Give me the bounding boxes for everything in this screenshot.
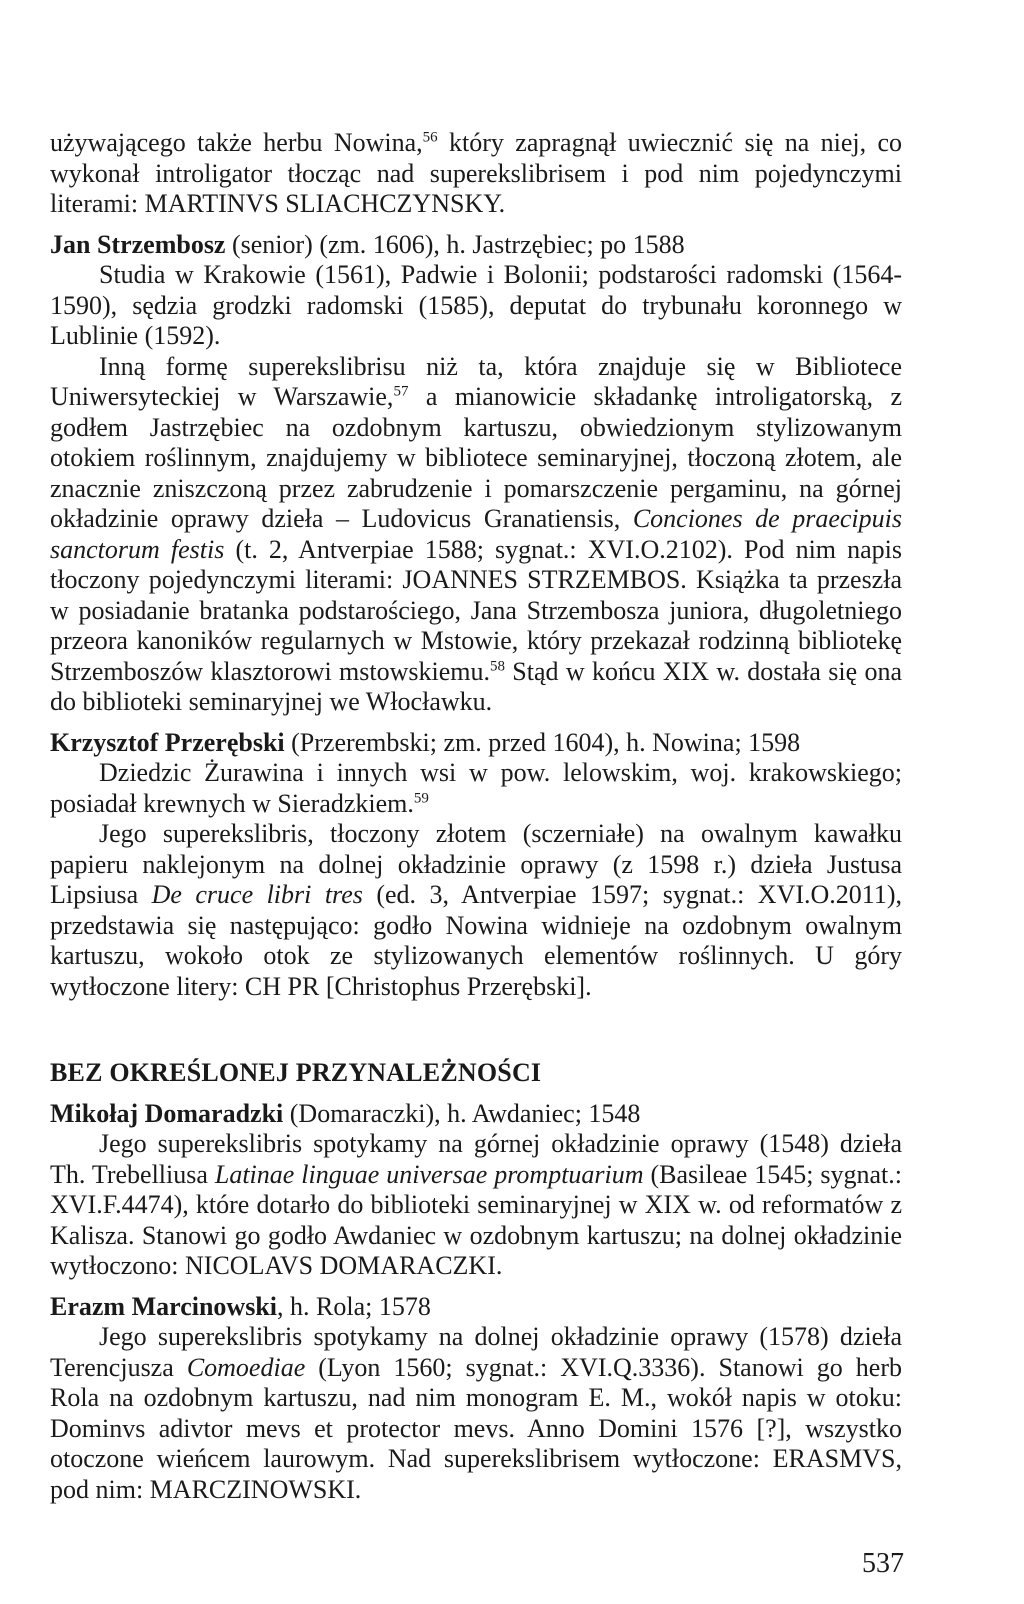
text: (Basileae 1545; sygnat.: XVI.F.4474), które dotarło do biblioteki seminaryjnej w XIX w. od reformatów z Kalisza. Stanowi go godło Awdaniec w ozdobnym kartuszu; na dolnej okładzinie wytłoczono: NICOLAVS DOMARACZKI.: [50, 1159, 902, 1280]
book-title: Conciones de praecipuis sanctorum festis: [50, 504, 902, 564]
text: Dziedzic Żurawina i innych wsi w pow. lelowskim, woj. krakowskiego; posiadał krewnych w Sieradzkiem.: [50, 758, 902, 818]
text: (Lyon 1560; sygnat.: XVI.Q.3336). Stanowi go herb Rola na ozdobnym kartuszu, nad nim monogram E. M., wokół napis w otoku: Dominvs adivtor mevs et protector mevs. Anno Domini 1576 [?], wszystko otoczone wieńcem laurowym. Nad superekslibrisem wytłoczone: ERASMVS, pod nim: MARCZINOWSKI.: [50, 1352, 902, 1504]
text: używającego także herbu Nowina,: [50, 128, 423, 157]
text: Jego superekslibris spotykamy na dolnej okładzinie oprawy (1578) dzieła Terencjusza: [50, 1322, 902, 1382]
entry-heading-strzembosz: [50, 230, 902, 261]
entry-heading-marcinowski: [50, 1292, 902, 1323]
entry-heading-przerebski: [50, 728, 902, 759]
page-body: [50, 128, 902, 1505]
footnote-ref: 59: [413, 789, 429, 806]
text: Inną formę superekslibrisu niż ta, która znajduje się w Bibliotece Uniwersyteckiej w Warszawie,: [50, 351, 902, 411]
footnote-ref: 56: [422, 129, 438, 146]
footnote-ref: 58: [489, 657, 505, 674]
text: Jego superekslibris spotykamy na górnej okładzinie oprawy (1548) dzieła Th. Trebelliusa: [50, 1129, 902, 1189]
text: Jego superekslibris, tłoczony złotem (sczerniałe) na owalnym kawałku papieru naklejonym na dolnej okładzinie oprawy (z 1598 r.) dzieła Justusa Lipsiusa: [50, 819, 902, 909]
entry-details: (Przerembski; zm. przed 1604), h. Nowina; 1598: [284, 727, 801, 757]
text: (ed. 3, Antverpiae 1597; sygnat.: XVI.O.2011), przedstawia się następująco: godło Nowina widnieje na ozdobnym owalnym kartuszu, wokoło otok ze stylizowanych elementów roślinnych. U góry wytłoczone litery: CH PR [Christophus Przerębski].: [50, 880, 902, 1001]
entry-details: (Domaraczki), h. Awdaniec; 1548: [283, 1098, 641, 1128]
paragraph-description: [50, 1322, 902, 1505]
entry-details: , h. Rola; 1578: [277, 1291, 431, 1321]
text: który zapragnął uwiecznić się na niej, co wykonał introligator tłocząc nad superekslibrisem i pod nim pojedynczymi literami: MARTINVS SLIACHCZYNSKY.: [50, 128, 902, 218]
text: (t. 2, Antverpiae 1588; sygnat.: XVI.O.2102). Pod nim napis tłoczony pojedynczymi literami: JOANNES STRZEMBOS. Książka ta przeszła w posiadanie bratanka podstarościego, Jana Strzembosza juniora, długoletniego przeora kanoników regularnych w Mstowie, który przekazał rodzinną bibliotekę Strzemboszów klasztorowi mstowskiemu.: [50, 534, 902, 686]
entry-heading-domaradzki: [50, 1099, 902, 1130]
paragraph-description: [50, 1129, 902, 1282]
paragraph-biography: [50, 758, 902, 819]
text: a mianowicie składankę introligatorską, z godłem Jastrzębiec na ozdobnym kartuszu, obwiedzionym stylizowanym otokiem roślinnym, znajdujemy w bibliotece seminaryjnej, tłoczoną złotem, ale znacznie zniszczoną przez zabrudzenie i pomarszczenie pergaminu, na górnej okładzinie oprawy dzieła – Ludovicus Granatiensis,: [50, 382, 903, 533]
text: Stąd w końcu XIX w. dostała się ona do biblioteki seminaryjnej we Włocławku.: [50, 656, 902, 716]
book-title: De cruce libri tres: [151, 880, 363, 909]
entry-name: Krzysztof Przerębski: [50, 727, 285, 757]
entry-details: (senior) (zm. 1606), h. Jastrzębiec; po 1588: [225, 229, 685, 259]
entry-name: Mikołaj Domaradzki: [50, 1098, 284, 1128]
book-title: Comoediae: [186, 1352, 306, 1382]
paragraph-description: [50, 352, 902, 718]
entry-name: Erazm Marcinowski: [50, 1291, 277, 1321]
paragraph-description: [50, 819, 902, 1002]
section-title: BEZ OKREŚLONEJ PRZYNALEŻNOŚCI: [50, 1058, 542, 1087]
paragraph-continuation: [50, 128, 902, 220]
paragraph-biography: Studia w Krakowie (1561), Padwie i Bolonii; podstarości radomski (1564-1590), sędzia grodzki radomski (1585), deputat do trybunału koronnego w Lublinie (1592).: [50, 260, 902, 350]
book-title: Latinae linguae universae promptuarium: [214, 1159, 644, 1189]
entry-name: Jan Strzembosz: [50, 229, 226, 259]
page-number: 537: [862, 1548, 904, 1579]
footnote-ref: 57: [393, 383, 409, 400]
